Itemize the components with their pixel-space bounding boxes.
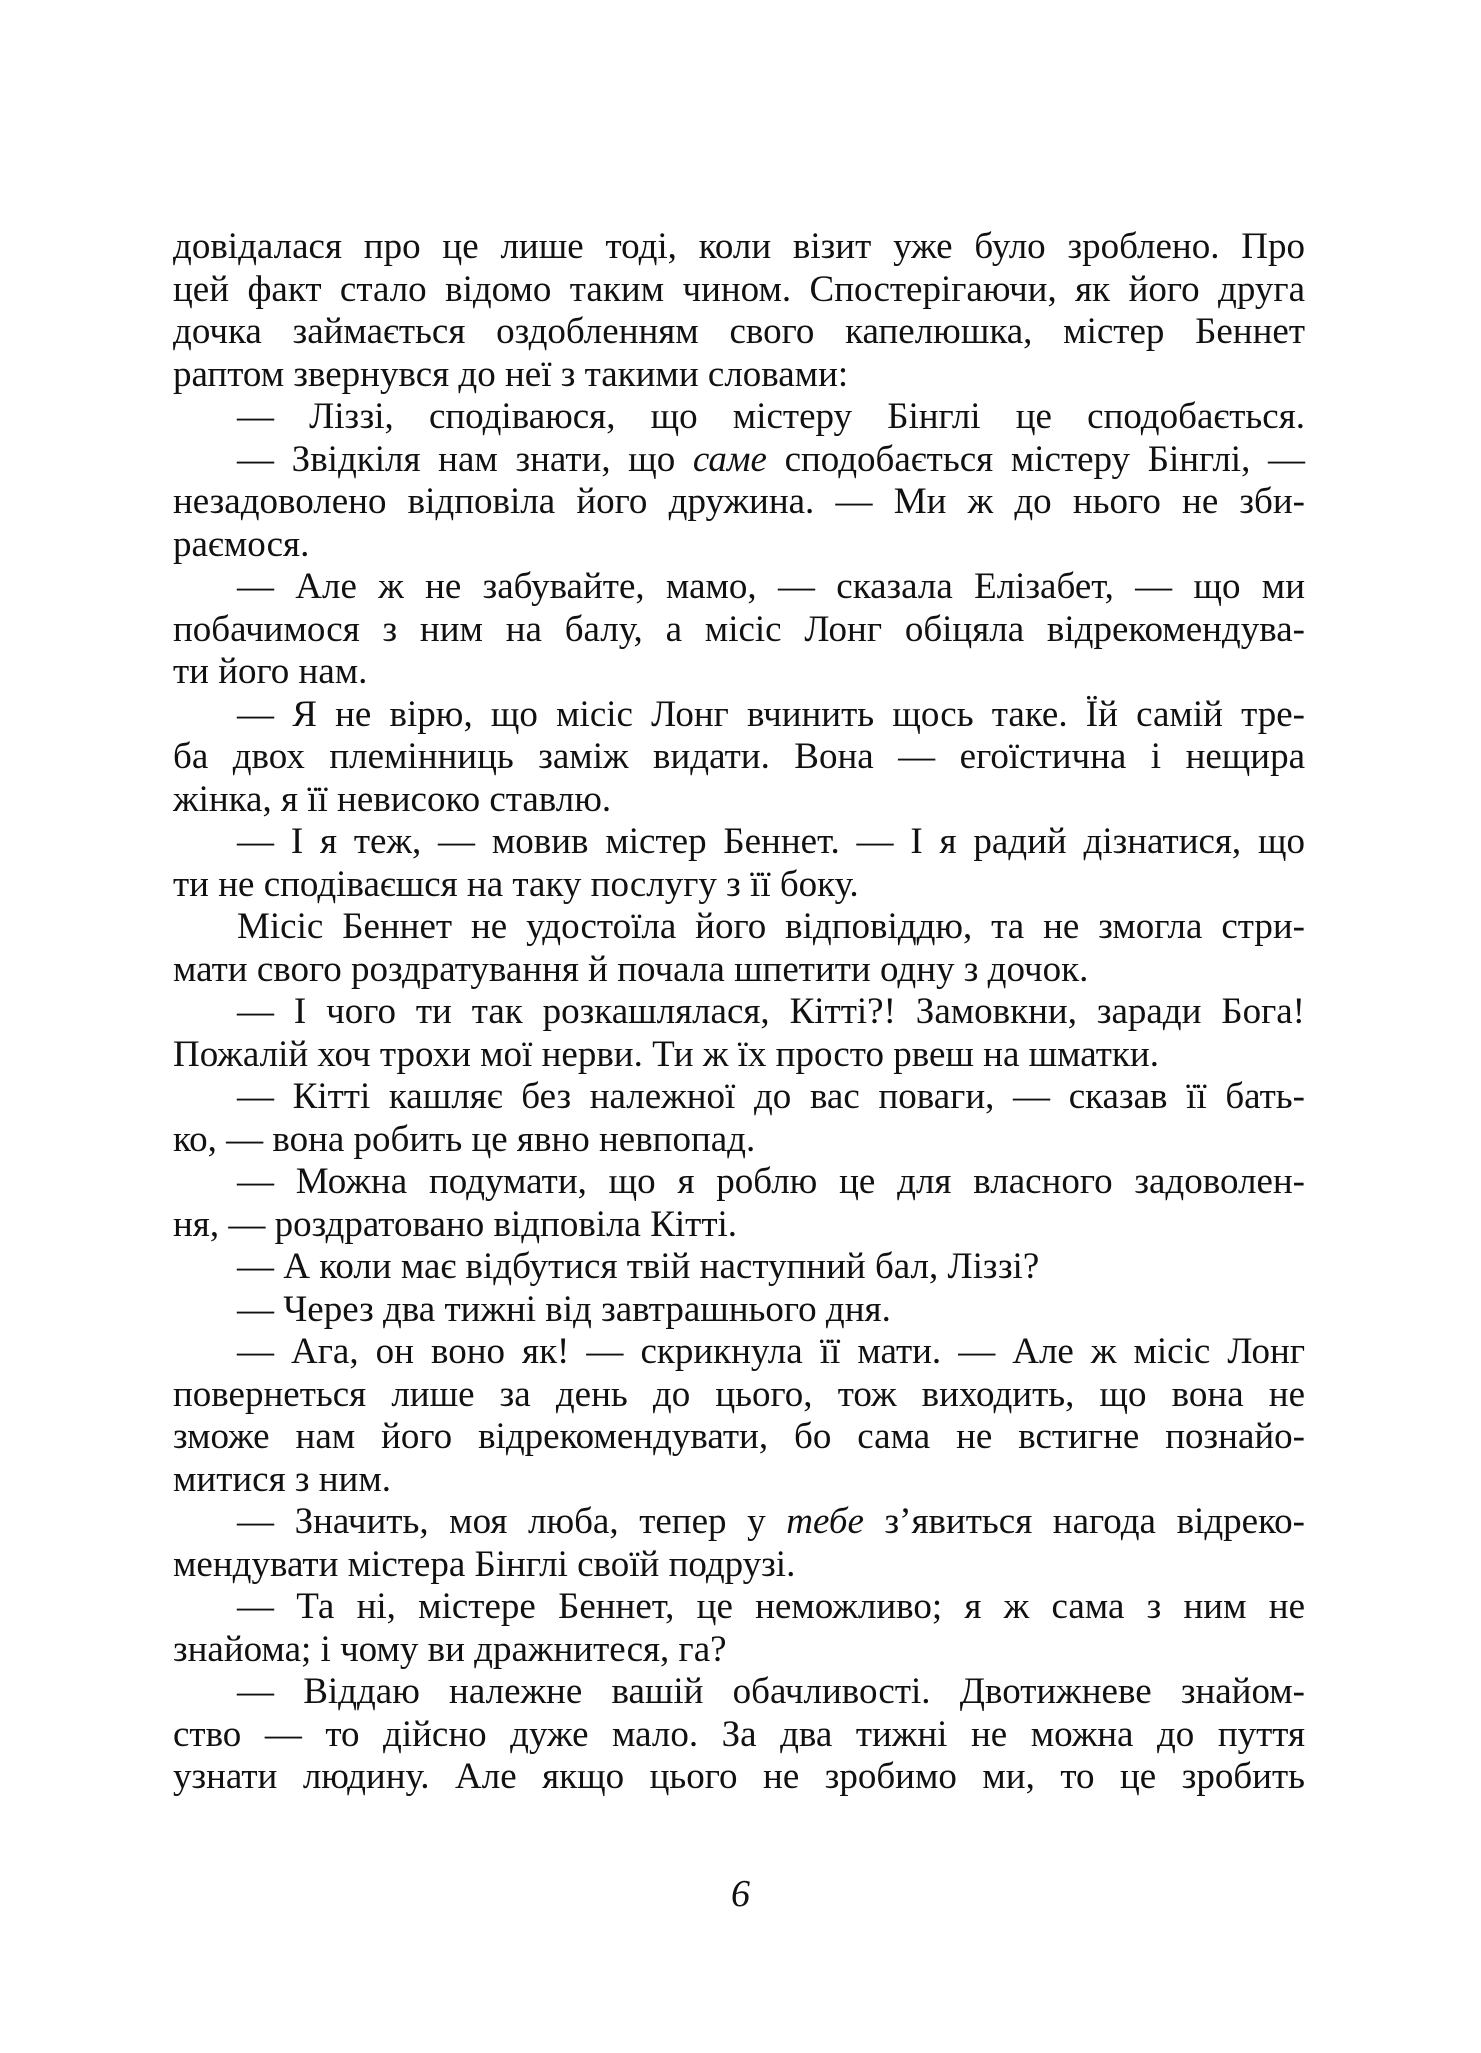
text-line: — Але ж не забувайте, мамо, — сказала Елізабет, — що ми [237, 566, 1305, 607]
text-line: мати свого роздратування й почала шпетити одну з дочок. [173, 948, 1089, 990]
text-line: довідалася про це лише тоді, коли візит уже було зроблено. Про [173, 226, 1305, 267]
text-line: — Можна подумати, що я роблю це для власного задоволен- [237, 1161, 1305, 1202]
text-line: ко, — вона робить це явно невпопад. [173, 1118, 756, 1160]
text-line: Пожалій хоч трохи мої нерви. Ти ж їх просто рвеш на шматки. [173, 1033, 1159, 1075]
text-line [173, 439, 1305, 482]
text-segment: з’явиться нагода відреко- [863, 1501, 1305, 1542]
text-line: — Та ні, містере Беннет, це неможливо; я ж сама з ним не [237, 1586, 1305, 1627]
italic-emphasis: саме [692, 438, 767, 480]
text-segment: сподобається містеру Бінглі, — [766, 438, 1305, 480]
text-line: — Кітті кашляє без належної до вас поваги, — сказав її бать- [237, 1076, 1305, 1117]
text-line: ти його нам. [173, 651, 368, 692]
text-line: цей факт стало відомо таким чином. Спостерігаючи, як його друга [173, 268, 1305, 310]
text-line: раємося. [173, 523, 310, 565]
text-line: жінка, я її невисоко ставлю. [173, 778, 612, 820]
italic-emphasis: тебе [786, 1501, 864, 1542]
text-line: — Я не вірю, що місіс Лонг вчинить щось таке. Їй самій тре- [237, 693, 1305, 735]
text-line: дочка займається оздобленням свого капелюшка, містер Беннет [173, 311, 1305, 352]
text-line: ти не сподіваєшся на таку послугу з її боку. [173, 863, 859, 905]
text-line: раптом звернувся до неї з такими словами: [173, 353, 849, 395]
text-line: узнати людину. Але якщо цього не зробимо ми, то це зробить [173, 1756, 1305, 1797]
text-line: — Ага, он воно як! — скрикнула її мати. — Але ж місіс Лонг [237, 1331, 1305, 1372]
text-line: — А коли має відбутися твій наступний бал, Ліззі? [237, 1246, 1040, 1287]
text-segment: — Звідкіля нам знати, що [237, 438, 693, 480]
text-line: мендувати містера Бінглі своїй подрузі. [173, 1543, 796, 1585]
text-line: — І чого ти так розкашлялася, Кітті?! Замовкни, заради Бога! [237, 991, 1305, 1032]
text-line: — І я теж, — мовив містер Беннет. — І я радий дізнатися, що [237, 821, 1305, 862]
text-segment: — Значить, моя люба, тепер у [237, 1501, 787, 1542]
text-line: ство — то дійсно дуже мало. За два тижні не можна до пуття [173, 1713, 1305, 1755]
text-line: ба двох племінниць заміж видати. Вона — егоїстична і нещира [173, 736, 1305, 777]
body-text [173, 226, 1305, 1799]
text-line: — Через два тижні від завтрашнього дня. [237, 1288, 891, 1330]
text-line [173, 1501, 1305, 1544]
text-line: незадоволено відповіла його дружина. — Ми ж до нього не зби- [173, 481, 1305, 522]
text-line: митися з ним. [173, 1458, 392, 1500]
text-line: — Віддаю належне вашій обачливості. Двотижневе знайом- [237, 1671, 1305, 1712]
text-line: Місіс Беннет не удостоїла його відповіддю, та не змогла стри- [237, 906, 1305, 947]
text-line: ня, — роздратовано відповіла Кітті. [173, 1203, 738, 1245]
text-line: зможе нам його відрекомендувати, бо сама не встигне познайо- [173, 1416, 1305, 1457]
text-line: побачимося з ним на балу, а місіс Лонг обіцяла відрекомендува- [173, 608, 1305, 650]
text-line: — Ліззі, сподіваюся, що містеру Бінглі це сподобається. [237, 396, 1305, 437]
text-line: знайома; і чому ви дражнитеся, га? [173, 1628, 727, 1670]
text-line: повернеться лише за день до цього, тож виходить, що вона не [173, 1373, 1305, 1415]
page-number: 6 [731, 1873, 750, 1915]
